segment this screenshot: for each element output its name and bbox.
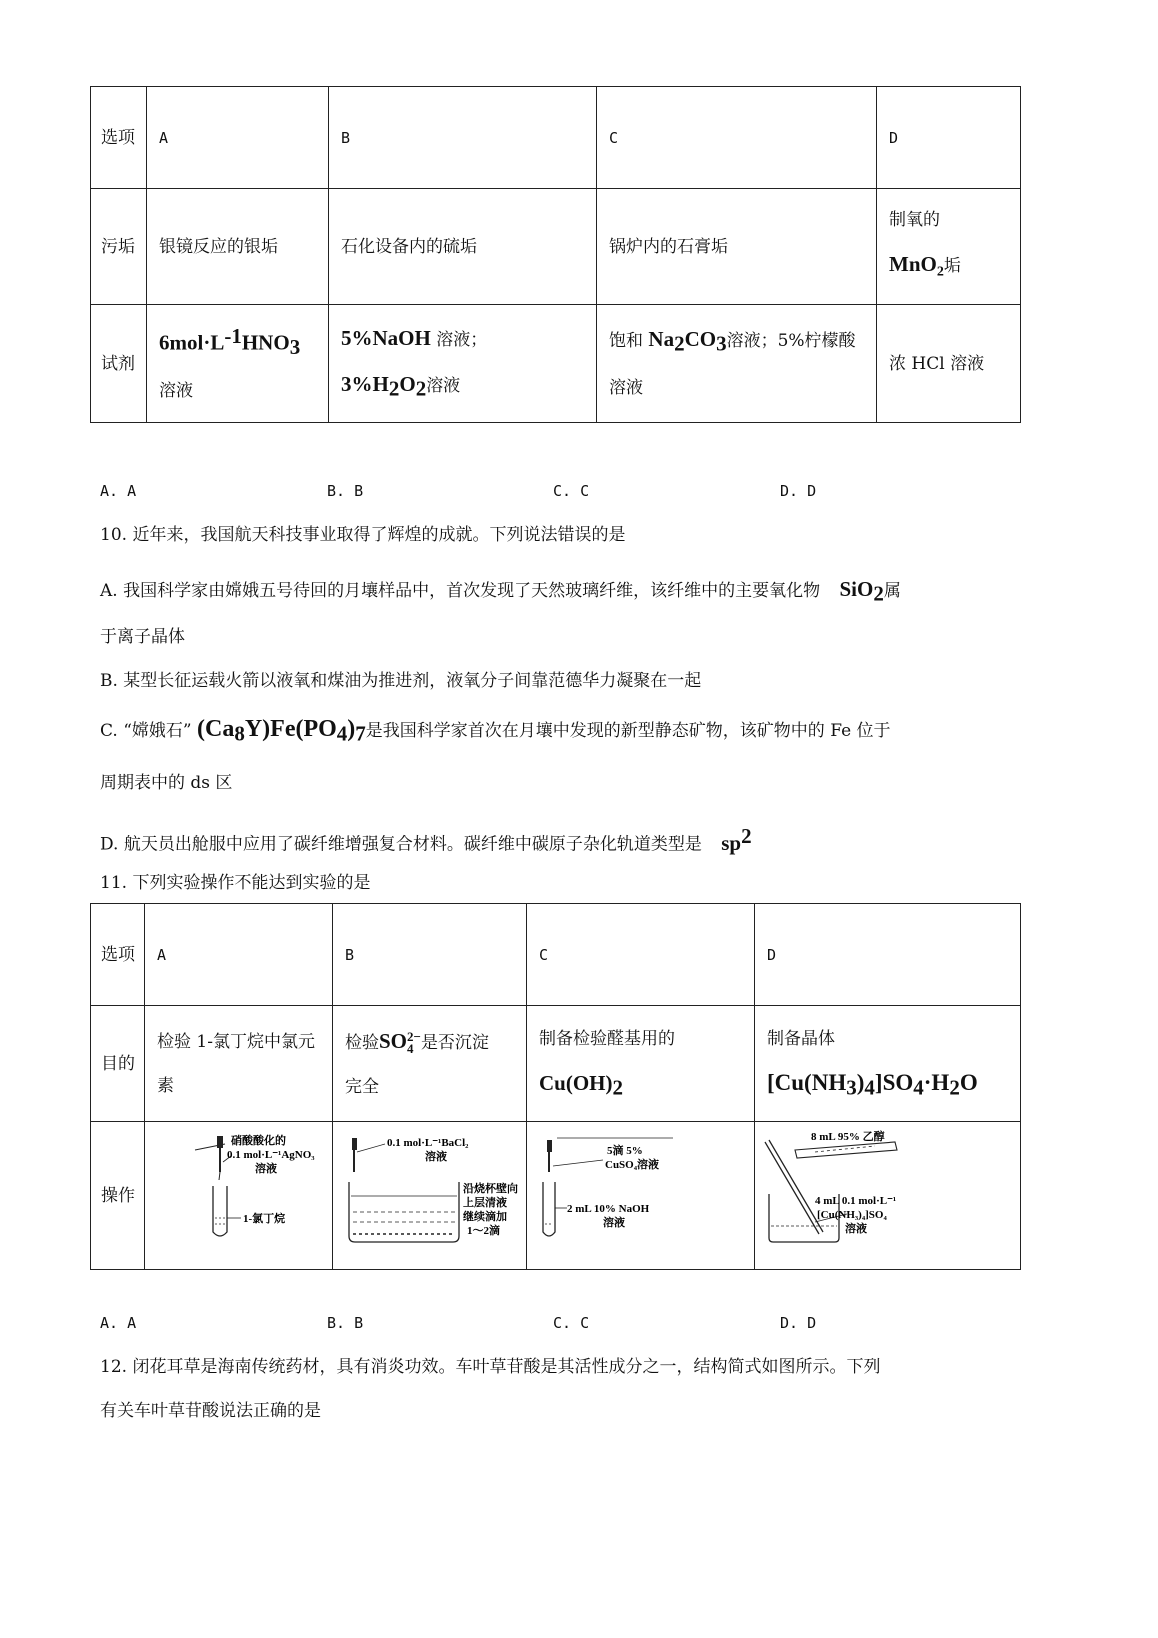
- question-9-table: [90, 86, 1021, 423]
- op-b-label1: 0.1 mol·L⁻¹BaCl₂: [387, 1137, 469, 1149]
- reagent-d: 浓 HCl 溶液: [877, 305, 1021, 423]
- op-a-label2: 0.1 mol·L⁻¹AgNO₃: [227, 1149, 315, 1161]
- op-c-label3: 2 mL 10% NaOH: [567, 1203, 650, 1215]
- q12-stem-line2: 有关车叶草苷酸说法正确的是: [100, 1401, 321, 1421]
- reagent-b: 5%NaOH 溶液； $3\%H_2O_2$溶液: [329, 305, 597, 423]
- op-c-label2: CuSO₄溶液: [605, 1159, 660, 1171]
- q11-header-c: C: [527, 904, 755, 1006]
- q11-header-d: D: [755, 904, 1021, 1006]
- q10-option-a: A. 我国科学家由嫦娥五号待回的月壤样品中，首次发现了天然玻璃纤维，该纤维中的主要氧化物 SiO$_2$属: [100, 577, 901, 606]
- q11-operation-c: [527, 1122, 755, 1270]
- row-label-options: 选项: [91, 87, 147, 189]
- op-d-label3: [Cu(NH₃)₄]SO₄: [817, 1209, 887, 1221]
- q11-row-label-operation: 操作: [91, 1122, 145, 1270]
- header-b: B: [329, 87, 597, 189]
- op-c-label1: 5滴 5%: [607, 1145, 643, 1157]
- op-b-label3: 沿烧杯壁向: [463, 1183, 518, 1195]
- q9-option-d: D. D: [780, 482, 817, 500]
- question-11-table: [90, 903, 1021, 1270]
- q9-option-a: A. A: [100, 482, 137, 500]
- q11-operation-b: [333, 1122, 527, 1270]
- q11-option-b: B. B: [327, 1314, 364, 1332]
- op-b-label5: 继续滴加: [463, 1211, 507, 1223]
- op-a-label1: 硝酸酸化的: [231, 1135, 286, 1147]
- beaker-diagram-d: [755, 1122, 1021, 1252]
- op-d-label2: 4 mL 0.1 mol·L⁻¹: [815, 1195, 897, 1207]
- op-a-label4: 1-氯丁烷: [243, 1213, 286, 1225]
- q10-stem: 10. 近年来，我国航天科技事业取得了辉煌的成就。下列说法错误的是: [100, 525, 626, 545]
- op-b-label6: 1～2滴: [467, 1225, 500, 1237]
- test-tube-diagram-a: [145, 1122, 333, 1252]
- q11-purpose-c: 制备检验醛基用的 $Cu(OH)_2$: [527, 1006, 755, 1122]
- op-d-label4: 溶液: [845, 1223, 867, 1235]
- q10-option-a-line2: 于离子晶体: [100, 627, 185, 647]
- dirt-a: 银镜反应的银垢: [147, 189, 329, 305]
- q10-option-b: B. 某型长征运载火箭以液氧和煤油为推进剂，液氧分子间靠范德华力凝聚在一起: [100, 671, 702, 691]
- q11-option-c: C. C: [553, 1314, 590, 1332]
- row-label-dirt: 污垢: [91, 189, 147, 305]
- q10-option-d: D. 航天员出舱服中应用了碳纤维增强复合材料。碳纤维中碳原子杂化轨道类型是 $sp^2$: [100, 824, 752, 855]
- op-a-label3: 溶液: [255, 1163, 277, 1175]
- q11-purpose-b: 检验SO 2− 4 是否沉淀 完全: [333, 1006, 527, 1122]
- row-label-reagent: 试剂: [91, 305, 147, 423]
- dirt-b: 石化设备内的硫垢: [329, 189, 597, 305]
- op-c-label4: 溶液: [603, 1217, 625, 1229]
- q11-stem: 11. 下列实验操作不能达到实验的是: [100, 873, 371, 893]
- q11-header-b: B: [333, 904, 527, 1006]
- q11-option-d: D. D: [780, 1314, 817, 1332]
- header-d: D: [877, 87, 1021, 189]
- header-a: A: [147, 87, 329, 189]
- op-b-label2: 溶液: [425, 1151, 447, 1163]
- q10-option-c-line2: 周期表中的 ds 区: [100, 773, 233, 793]
- q11-header-a: A: [145, 904, 333, 1006]
- q11-row-label-purpose: 目的: [91, 1006, 145, 1122]
- op-d-label1: 8 mL 95% 乙醇: [811, 1131, 885, 1143]
- beaker-diagram-b: [333, 1122, 527, 1252]
- dirt-c: 锅炉内的石膏垢: [597, 189, 877, 305]
- q11-operation-d: [755, 1122, 1021, 1270]
- reagent-a: $6mol\cdot L^{-1}HNO_3$ 溶液: [147, 305, 329, 423]
- dirt-d: 制氧的 MnO$_2$垢: [877, 189, 1021, 305]
- q11-purpose-d: 制备晶体 $[Cu(NH_3)_4]SO_4\cdot H_2O$: [755, 1006, 1021, 1122]
- q10-option-c: C. “嫦娥石” $(Ca_8Y)Fe(PO_4)_7$是我国科学家首次在月壤中发现的新型静态矿物，该矿物中的 Fe 位于: [100, 716, 891, 746]
- test-tube-diagram-c: [527, 1122, 755, 1252]
- header-c: C: [597, 87, 877, 189]
- reagent-c: 饱和 $Na_2CO_3$溶液；5%柠檬酸 溶液: [597, 305, 877, 423]
- q11-option-a: A. A: [100, 1314, 137, 1332]
- q9-option-b: B. B: [327, 482, 364, 500]
- q11-row-label-options: 选项: [91, 904, 145, 1006]
- q9-option-c: C. C: [553, 482, 590, 500]
- q11-operation-a: [145, 1122, 333, 1270]
- q11-purpose-a: 检验 1-氯丁烷中氯元素: [145, 1006, 333, 1122]
- q12-stem-line1: 12. 闭花耳草是海南传统药材，具有消炎功效。车叶草苷酸是其活性成分之一，结构简式如图所示。下列: [100, 1357, 881, 1377]
- op-b-label4: 上层清液: [463, 1197, 507, 1209]
